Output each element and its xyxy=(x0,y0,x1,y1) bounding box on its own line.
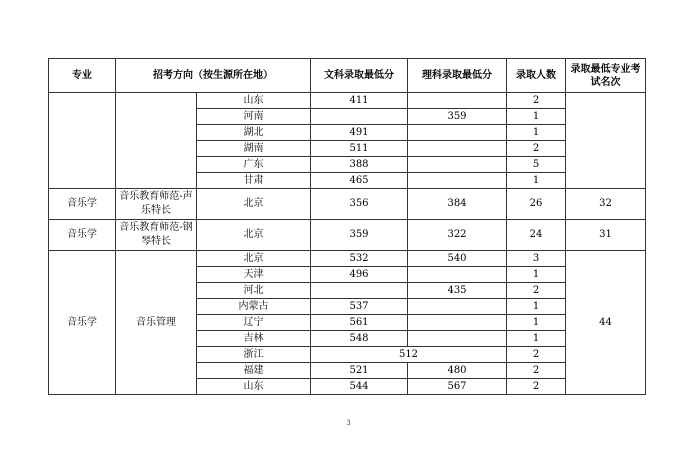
admitted-count-cell: 26 xyxy=(507,189,566,220)
province-cell: 北京 xyxy=(197,189,311,220)
province-cell: 北京 xyxy=(197,251,311,267)
direction-cell: 音乐教育师范-钢琴特长 xyxy=(116,220,197,251)
rank-cell: 44 xyxy=(566,251,646,395)
arts-score-cell: 465 xyxy=(311,173,408,189)
arts-score-cell: 491 xyxy=(311,125,408,141)
province-cell: 湖南 xyxy=(197,141,311,157)
sci-score-cell xyxy=(408,125,507,141)
province-cell: 山东 xyxy=(197,379,311,395)
major-cell xyxy=(49,93,116,189)
sci-score-cell: 567 xyxy=(408,379,507,395)
admitted-count-cell: 1 xyxy=(507,173,566,189)
table-row xyxy=(49,251,646,267)
sci-score-cell: 540 xyxy=(408,251,507,267)
province-cell: 山东 xyxy=(197,93,311,109)
province-cell: 河南 xyxy=(197,109,311,125)
header-rank: 录取最低专业考试名次 xyxy=(566,59,646,93)
province-cell: 天津 xyxy=(197,267,311,283)
admitted-count-cell: 1 xyxy=(507,331,566,347)
arts-score-cell: 496 xyxy=(311,267,408,283)
admitted-count-cell: 1 xyxy=(507,315,566,331)
admitted-count-cell: 2 xyxy=(507,379,566,395)
major-cell: 音乐学 xyxy=(49,189,116,220)
province-cell: 甘肃 xyxy=(197,173,311,189)
sci-score-cell xyxy=(408,93,507,109)
admitted-count-cell: 1 xyxy=(507,125,566,141)
arts-score-cell: 537 xyxy=(311,299,408,315)
arts-score-cell: 532 xyxy=(311,251,408,267)
sci-score-cell xyxy=(408,315,507,331)
admitted-count-cell: 24 xyxy=(507,220,566,251)
arts-score-cell: 561 xyxy=(311,315,408,331)
province-cell: 吉林 xyxy=(197,331,311,347)
admitted-count-cell: 2 xyxy=(507,141,566,157)
header-direction: 招考方向（按生源所在地） xyxy=(116,59,311,93)
header-sci-min: 理科录取最低分 xyxy=(408,59,507,93)
major-cell: 音乐学 xyxy=(49,220,116,251)
arts-score-cell: 359 xyxy=(311,220,408,251)
province-cell: 河北 xyxy=(197,283,311,299)
sci-score-cell xyxy=(408,173,507,189)
arts-score-cell: 548 xyxy=(311,331,408,347)
admitted-count-cell: 2 xyxy=(507,283,566,299)
admitted-count-cell: 1 xyxy=(507,267,566,283)
sci-score-cell: 322 xyxy=(408,220,507,251)
header-major: 专业 xyxy=(49,59,116,93)
rank-cell: 32 xyxy=(566,189,646,220)
sci-score-cell: 480 xyxy=(408,363,507,379)
admitted-count-cell: 1 xyxy=(507,109,566,125)
province-cell: 辽宁 xyxy=(197,315,311,331)
sci-score-cell: 359 xyxy=(408,109,507,125)
province-cell: 浙江 xyxy=(197,347,311,363)
sci-score-cell: 435 xyxy=(408,283,507,299)
table-row xyxy=(49,93,646,109)
arts-score-cell: 411 xyxy=(311,93,408,109)
admitted-count-cell: 2 xyxy=(507,93,566,109)
sci-score-cell xyxy=(408,331,507,347)
admitted-count-cell: 1 xyxy=(507,299,566,315)
direction-cell: 音乐教育师范-声乐特长 xyxy=(116,189,197,220)
page-number: 3 xyxy=(346,419,351,427)
admitted-count-cell: 2 xyxy=(507,363,566,379)
header-admitted: 录取人数 xyxy=(507,59,566,93)
merged-score-cell: 512 xyxy=(311,347,507,363)
direction-cell xyxy=(116,93,197,189)
province-cell: 湖北 xyxy=(197,125,311,141)
admitted-count-cell: 2 xyxy=(507,347,566,363)
header-arts-min: 文科录取最低分 xyxy=(311,59,408,93)
admission-table xyxy=(48,58,646,395)
admitted-count-cell: 5 xyxy=(507,157,566,173)
table-row xyxy=(49,220,646,251)
arts-score-cell: 521 xyxy=(311,363,408,379)
rank-cell: 31 xyxy=(566,220,646,251)
arts-score-cell: 356 xyxy=(311,189,408,220)
sci-score-cell xyxy=(408,299,507,315)
province-cell: 北京 xyxy=(197,220,311,251)
rank-cell xyxy=(566,93,646,189)
sci-score-cell xyxy=(408,157,507,173)
arts-score-cell: 388 xyxy=(311,157,408,173)
direction-cell: 音乐管理 xyxy=(116,251,197,395)
arts-score-cell: 544 xyxy=(311,379,408,395)
header-row xyxy=(49,59,646,93)
arts-score-cell xyxy=(311,109,408,125)
province-cell: 广东 xyxy=(197,157,311,173)
major-cell: 音乐学 xyxy=(49,251,116,395)
admitted-count-cell: 3 xyxy=(507,251,566,267)
province-cell: 福建 xyxy=(197,363,311,379)
sci-score-cell xyxy=(408,141,507,157)
sci-score-cell xyxy=(408,267,507,283)
province-cell: 内蒙古 xyxy=(197,299,311,315)
arts-score-cell xyxy=(311,283,408,299)
arts-score-cell: 511 xyxy=(311,141,408,157)
table-row xyxy=(49,189,646,220)
sci-score-cell: 384 xyxy=(408,189,507,220)
